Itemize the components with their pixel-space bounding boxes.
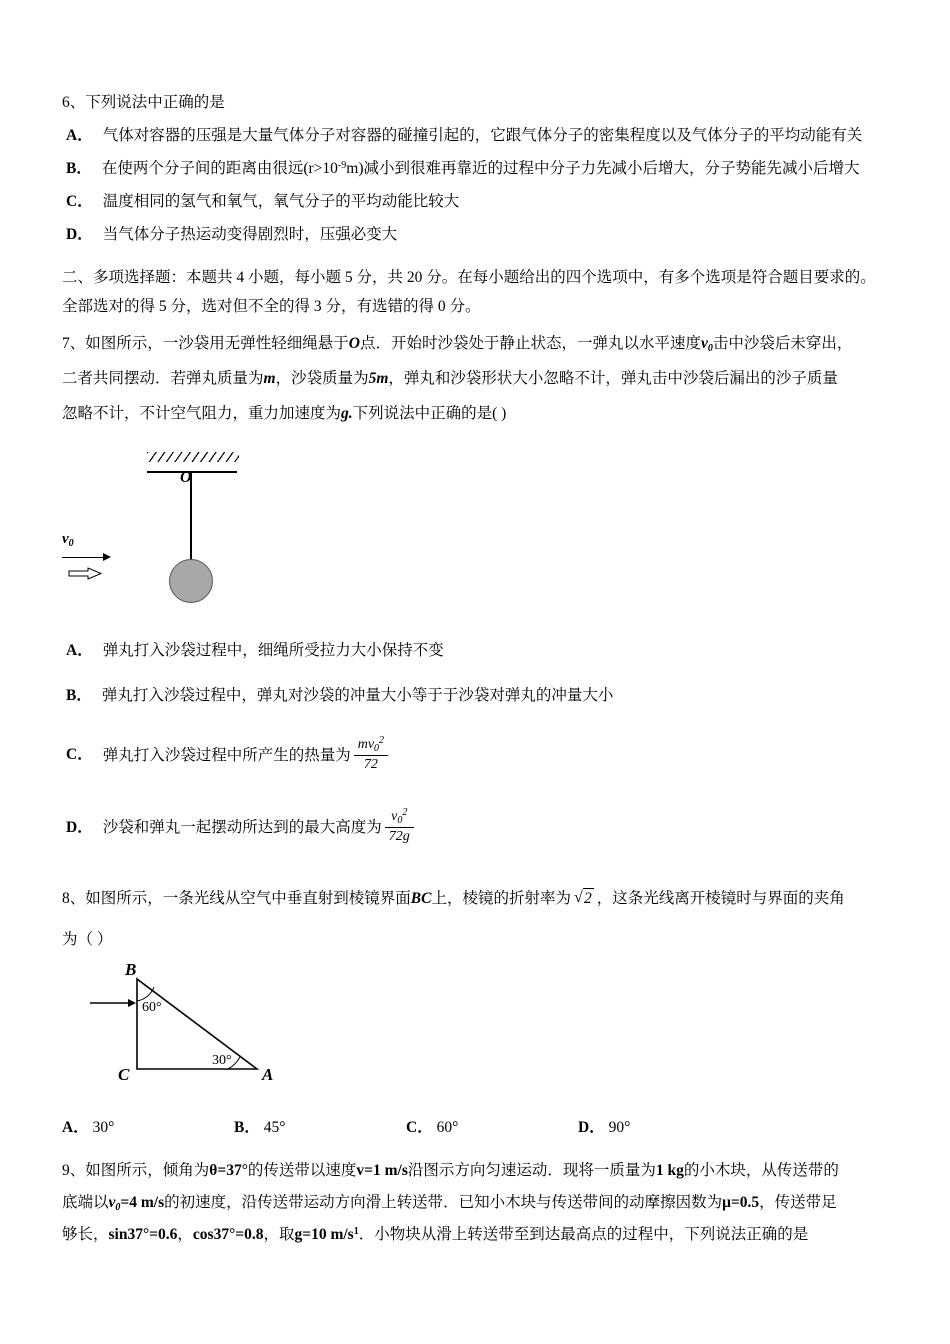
- text-fragment: ，传送带足: [759, 1194, 837, 1212]
- point-label: O: [348, 334, 360, 352]
- question-9-line1: [62, 1155, 888, 1187]
- text-fragment: 忽略不计，不计空气阻力，重力加速度为: [62, 404, 342, 422]
- option-label: D．: [66, 226, 93, 244]
- text-fragment: ，取: [263, 1225, 295, 1243]
- question-6-option-a: [62, 120, 888, 151]
- answer-label: C．: [406, 1119, 433, 1137]
- question-6-stem: 6、下列说法中正确的是: [62, 94, 225, 111]
- symbol-v-sub: 0: [707, 342, 713, 354]
- velocity-sub: 0: [68, 537, 74, 549]
- belt-speed: v=1 m/s: [356, 1162, 408, 1180]
- option-text: 当气体分子热运动变得剧烈时，压强必变大: [102, 226, 398, 244]
- sin-value: sin37°=0.6: [108, 1225, 178, 1243]
- text-fragment: 的初速度，沿传送带运动方向滑上转送带．已知小木块与传送带间的动摩擦因数为: [164, 1194, 723, 1212]
- answer-text: 90°: [608, 1119, 631, 1137]
- question-9-line2: [62, 1187, 888, 1219]
- text-fragment: 9、如图所示，倾角为: [62, 1162, 210, 1180]
- numerator-sup: 2: [402, 806, 408, 818]
- velocity-label: [62, 531, 74, 549]
- fraction-numerator: [385, 807, 414, 828]
- option-label: A．: [66, 127, 93, 145]
- answer-label: B．: [234, 1119, 260, 1137]
- question-8-answer-c: [406, 1115, 578, 1137]
- height-fraction: [385, 807, 414, 845]
- text-fragment: 二者共同摆动．若弹丸质量为: [62, 369, 264, 387]
- option-text: 弹丸打入沙袋过程中所产生的热量为: [102, 746, 351, 764]
- text-fragment: 底端以: [62, 1194, 109, 1212]
- question-8-stem-line1: [62, 883, 888, 914]
- friction-coefficient: μ=0.5: [722, 1194, 760, 1212]
- option-label: D．: [66, 818, 93, 836]
- prism-drawing: [62, 961, 362, 1111]
- heat-fraction: [354, 735, 388, 773]
- symbol-g: g.: [341, 404, 353, 422]
- velocity-symbol: v: [62, 530, 69, 547]
- figure-prism: [62, 961, 888, 1111]
- option-label: B．: [66, 686, 92, 704]
- answer-text: 45°: [263, 1119, 286, 1137]
- question-7-option-c: [62, 734, 888, 775]
- option-text: 温度相同的氢气和氧气，氧气分子的平均动能比较大: [102, 193, 460, 211]
- numerator-sup: 2: [379, 734, 385, 746]
- option-text-pre: 在使两个分子间的距离由很远(r>10: [101, 160, 338, 178]
- question-6-option-b: [62, 153, 888, 184]
- question-8-answers: [62, 1115, 888, 1137]
- initial-speed-symbol: v: [108, 1194, 116, 1212]
- text-fragment: 点．开始时沙袋处于静止状态，一弹丸以水平速度: [359, 334, 701, 352]
- text-fragment: 的小木块，从传送带的: [683, 1162, 839, 1180]
- answer-text: 30°: [92, 1119, 115, 1137]
- question-7-stem-line3: [62, 398, 888, 429]
- question-8-answer-d: [578, 1115, 630, 1137]
- fraction-denominator: 72: [363, 756, 378, 772]
- block-mass: 1 kg: [655, 1162, 684, 1180]
- question-6-option-d: [62, 219, 888, 250]
- option-text-mid: m)减小到很难再靠近的过程中分子力先减小后增大，分子势能先减小后增大: [346, 160, 860, 178]
- svg-text:60°: 60°: [142, 1000, 162, 1016]
- figure-pendulum: [62, 439, 888, 619]
- text-fragment: ，: [177, 1225, 193, 1243]
- gravity-value: g=10 m/s: [294, 1225, 354, 1243]
- text-fragment: ，弹丸和沙袋形状大小忽略不计，弹丸击中沙袋后漏出的沙子质量: [388, 369, 838, 387]
- initial-speed-sub: 0: [115, 1201, 121, 1213]
- sqrt-radicand: 2: [583, 890, 592, 908]
- question-7-option-a: [62, 635, 888, 666]
- option-label: A．: [66, 641, 93, 659]
- symbol-5m: 5m: [368, 369, 389, 387]
- option-text: 弹丸打入沙袋过程中，细绳所受拉力大小保持不变: [102, 641, 444, 659]
- text-fragment: 够长，: [62, 1225, 109, 1243]
- question-7-option-b: [62, 680, 888, 711]
- answer-label: D．: [578, 1119, 605, 1137]
- numerator-base: mv: [357, 736, 375, 752]
- question-7-option-d: [62, 806, 888, 847]
- question-7-stem-line2: [62, 363, 888, 394]
- option-text: 弹丸打入沙袋过程中，弹丸对沙袋的冲量大小等于于沙袋对弹丸的冲量大小: [101, 686, 614, 704]
- text-fragment: 7、如图所示，一沙袋用无弹性轻细绳悬于: [62, 334, 349, 352]
- section-2-heading-line1: 二、多项选择题：本题共 4 小题，每小题 5 分，共 20 分。在每小题给出的四个选项中，有多个选项是符合题目要求的。: [62, 269, 876, 287]
- answer-text: 60°: [436, 1119, 459, 1137]
- bullet-arrow-outline-icon: [68, 567, 102, 580]
- svg-text:B: B: [125, 961, 137, 980]
- symbol-v: v: [700, 334, 708, 352]
- question-6-option-c: [62, 186, 888, 217]
- exponent: -9: [337, 160, 347, 172]
- question-9-line3: [62, 1219, 888, 1251]
- text-fragment: ．小物块从滑上转送带至到达最高点的过程中，下列说法正确的是: [358, 1225, 809, 1243]
- sqrt-expression: [574, 883, 594, 914]
- fraction-denominator: 72g: [388, 829, 410, 845]
- text-fragment: ，沙袋质量为: [275, 369, 369, 387]
- fraction-numerator: [354, 735, 388, 756]
- text-fragment: ，这条光线离开棱镜时与界面的夹角: [596, 890, 845, 908]
- text-fragment: 击中沙袋后未穿出，: [712, 334, 853, 352]
- sandbag-circle: [169, 559, 213, 603]
- option-label: B．: [66, 160, 92, 178]
- text-fragment: 沿图示方向匀速运动．现将一质量为: [407, 1162, 656, 1180]
- initial-speed-value: =4 m/s: [120, 1194, 165, 1212]
- numerator-sub: 0: [397, 814, 403, 826]
- pivot-label: O: [180, 468, 192, 486]
- option-text: 沙袋和弹丸一起摆动所达到的最大高度为: [102, 818, 382, 836]
- text-fragment: 8、如图所示，一条光线从空气中垂直射到棱镜界面: [62, 890, 411, 908]
- velocity-arrow-icon: [62, 557, 104, 559]
- gravity-exponent: 1: [353, 1225, 359, 1237]
- svg-text:C: C: [118, 1065, 130, 1085]
- question-7-stem-line1: [62, 328, 888, 359]
- text-fragment: 上，棱镜的折射率为: [431, 890, 571, 908]
- svg-text:A: A: [262, 1065, 274, 1085]
- angle-value: θ=37°: [209, 1162, 248, 1180]
- section-2-heading-line2: 全部选对的得 5 分，选对但不全的得 3 分，有选错的得 0 分。: [62, 297, 481, 315]
- text-fragment: 下列说法中正确的是( ): [352, 404, 507, 422]
- segment-label-bc: BC: [410, 890, 432, 908]
- option-label: C．: [66, 193, 93, 211]
- cos-value: cos37°=0.8: [192, 1225, 264, 1243]
- numerator-base: v: [391, 808, 398, 824]
- question-8-answer-b: [234, 1115, 406, 1137]
- question-8-stem-line2: 为（ ）: [62, 931, 113, 949]
- question-8-answer-a: [62, 1115, 234, 1137]
- answer-label: A．: [62, 1119, 89, 1137]
- option-text: 气体对容器的压强是大量气体分子对容器的碰撞引起的，它跟气体分子的密集程度以及气体分子的平均动能有关: [102, 127, 863, 145]
- symbol-m: m: [263, 369, 276, 387]
- option-label: C．: [66, 746, 93, 764]
- numerator-sub: 0: [374, 742, 380, 754]
- ceiling-line: [147, 461, 237, 473]
- svg-text:30°: 30°: [212, 1053, 232, 1069]
- text-fragment: 的传送带以速度: [247, 1162, 357, 1180]
